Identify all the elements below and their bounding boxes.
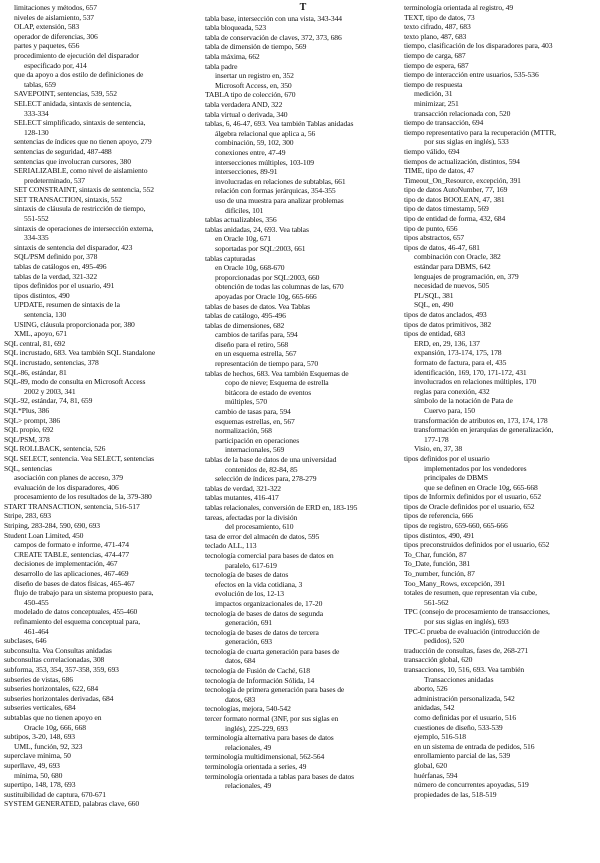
index-entry: subtipos, 3-20, 148, 693 xyxy=(4,732,76,742)
index-entry: aborto, 526 xyxy=(414,684,448,694)
index-entry: especificado por, 414 xyxy=(24,60,87,70)
index-entry: superclave mínima, 50 xyxy=(4,751,71,761)
index-entry: obtención de todas las columnas de las, 670 xyxy=(215,282,344,292)
index-entry: internacionales, 569 xyxy=(225,445,285,455)
index-entry: tiempo válido, 694 xyxy=(404,146,460,156)
index-entry: SQL-86, estándar, 81 xyxy=(4,367,67,377)
index-entry: SQL-89, modo de consulta en Microsoft Access xyxy=(4,377,146,387)
index-entry: Microsoft Access, en, 350 xyxy=(215,80,292,90)
index-entry: tablas de la base de datos de una universidad xyxy=(205,455,337,464)
index-entry: tipos de registro, 659-660, 665-666 xyxy=(404,521,508,531)
index-entry: intersecciones, 89-91 xyxy=(215,167,278,177)
index-entry: álgebra relacional que aplica a, 56 xyxy=(215,128,316,138)
index-entry: combinación, 59, 102, 300 xyxy=(215,138,294,148)
index-entry: en un esquema estrella, 567 xyxy=(215,349,297,359)
index-entry: administración personalizada, 542 xyxy=(414,693,515,703)
index-entry: SERIALIZABLE, como nivel de aislamiento xyxy=(14,166,148,176)
index-entry: tipos de datos primitivos, 382 xyxy=(404,319,492,329)
index-entry: tareas, afectadas por la división xyxy=(205,512,298,522)
index-entry: UPDATE, resumen de sintaxis de la xyxy=(14,300,120,310)
index-entry: traducción de consultas, fases de, 268-271 xyxy=(404,645,529,655)
index-entry: medición, 31 xyxy=(414,89,453,99)
index-entry: tiempo de respuesta xyxy=(404,79,463,89)
index-entry: tablas, 659 xyxy=(24,79,56,89)
index-entry: tiempo representativo para la recuperación (MTTR, xyxy=(404,127,556,137)
index-entry: tabla de conservación de claves, 372, 373, 686 xyxy=(205,32,342,42)
index-entry: texto plano, 487, 683 xyxy=(404,31,467,41)
index-entry: To_number, función, 87 xyxy=(404,569,475,579)
index-entry: sentencias de seguridad, 487-488 xyxy=(14,146,112,156)
index-entry: propiedades de las, 518-519 xyxy=(414,789,497,799)
index-entry: tecnología de bases de datos de tercera xyxy=(205,627,319,637)
index-entry: del procesamiento, 610 xyxy=(225,522,294,532)
index-entry: efectos en la vida cotidiana, 3 xyxy=(215,579,303,589)
index-entry: relacionales, 49 xyxy=(225,742,272,752)
index-entry: huérfanas, 594 xyxy=(414,770,458,780)
index-entry: flujo de trabajo para un sistema propuesto para, xyxy=(14,588,154,598)
index-entry: Cuervo para, 150 xyxy=(424,405,475,415)
index-entry: necesidad de nuevos, 505 xyxy=(414,281,490,291)
index-entry: anidadas, 542 xyxy=(414,703,455,713)
index-entry: USING, cláusula proporcionada por, 380 xyxy=(14,319,135,329)
index-entry: subforma, 353, 354, 357-358, 359, 693 xyxy=(4,664,119,674)
index-entry: contenidos de, 82-84, 85 xyxy=(225,464,298,474)
letter-heading: T xyxy=(299,2,307,13)
index-entry: tipo de punto, 656 xyxy=(404,223,458,233)
index-entry: tabla máxima, 662 xyxy=(205,52,260,62)
index-entry: tablas de catálogo, 495-496 xyxy=(205,311,286,321)
index-entry: 2002 y 2003, 341 xyxy=(24,386,76,396)
index-entry: procedimiento de ejecución del disparador xyxy=(14,50,139,60)
index-entry: sentencias que involucran cursores, 380 xyxy=(14,156,131,166)
index-entry: tipo de datos AutoNumber, 77, 169 xyxy=(404,185,508,195)
index-entry: tabla bloqueada, 523 xyxy=(205,23,267,33)
index-entry: mínima, 50, 680 xyxy=(14,770,63,780)
index-entry: 450-455 xyxy=(24,597,49,607)
index-entry: sentencias de índices que no tienen apoyo, 279 xyxy=(14,137,152,147)
index-entry: apoyadas por Oracle 10g, 665-666 xyxy=(215,291,317,301)
index-entry: SYSTEM GENERATED, palabras clave, 660 xyxy=(4,799,140,809)
index-entry: subseries verticales, 684 xyxy=(4,703,76,713)
index-entry: tiempo, clasificación de los disparadores para, 403 xyxy=(404,41,553,51)
index-entry: ejemplo, 516-518 xyxy=(414,732,466,742)
index-entry: supertipo, 148, 178, 693 xyxy=(4,780,76,790)
index-entry: transacción global, 620 xyxy=(404,655,473,665)
index-entry: involucrados en relaciones múltiples, 170 xyxy=(414,377,537,387)
index-entry: tablas de verdad, 321-322 xyxy=(205,483,281,493)
index-entry: 461-464 xyxy=(24,626,49,636)
index-entry: relacionales, 49 xyxy=(225,781,272,791)
index-entry: decisiones de implementación, 467 xyxy=(14,559,118,569)
index-entry: involucradas en relaciones de subtablas, 661 xyxy=(215,176,346,186)
index-entry: transacciones, 10, 516, 693. Vea también xyxy=(404,664,525,674)
index-entry: SET TRANSACTION, sintaxis, 552 xyxy=(14,194,122,204)
index-column-middle xyxy=(205,3,401,791)
index-entry: sintaxis de operaciones de intersección externa, xyxy=(14,223,154,233)
index-entry: desarrollo de las aplicaciones, 467-469 xyxy=(14,569,129,579)
index-entry: transformación en jerarquías de generalización, xyxy=(414,425,554,435)
index-entry: terminología alternativa para bases de datos xyxy=(205,733,334,743)
index-entry: inglés), 225-229, 693 xyxy=(225,723,288,733)
index-entry: TEXT, tipo de datos, 73 xyxy=(404,12,475,22)
index-entry: refinamiento del esquema conceptual para, xyxy=(14,617,140,626)
index-entry: terminología multidimensional, 562-564 xyxy=(205,752,325,762)
index-entry: reglas para conexión, 432 xyxy=(414,386,490,396)
index-entry: pedidos), 520 xyxy=(424,636,465,646)
index-entry: tablas de dimensiones, 682 xyxy=(205,320,285,330)
index-entry: tipos distintos, 490 xyxy=(14,290,70,300)
index-entry: Timeout_On_Resource, excepción, 391 xyxy=(404,175,521,185)
index-entry: SQL*Plus, 386 xyxy=(4,405,50,415)
index-entry: CREATE TABLE, sentencias, 474-477 xyxy=(14,549,130,559)
index-entry: sustituibilidad de captura, 670-671 xyxy=(4,789,106,799)
index-entry: tabla virtual o derivada, 340 xyxy=(205,109,288,119)
index-entry: enrollamiento parcial de las, 539 xyxy=(414,751,511,761)
index-entry: tipos de referencia, 666 xyxy=(404,511,473,521)
index-entry: tablas de la verdad, 321-322 xyxy=(14,271,98,281)
index-entry: tecnología de Información Sólida, 14 xyxy=(205,675,315,685)
index-entry: tiempo de interacción entre usuarios, 535-536 xyxy=(404,70,539,80)
index-entry: tablas de bases de datos. Vea Tablas xyxy=(205,301,311,311)
index-entry: subclases, 646 xyxy=(4,636,47,646)
index-entry: por sus siglas en inglés), 693 xyxy=(424,617,509,626)
index-entry: tipos preconstruidos definidos por el usuario, 652 xyxy=(404,540,550,550)
index-entry: tecnología comercial para bases de datos en xyxy=(205,550,334,560)
index-entry: sintaxis de cláusula de restricción de tiempo, xyxy=(14,204,146,214)
index-entry: tercer formato normal (3NF, por sus siglas en xyxy=(205,714,339,724)
index-entry: Student Loan Limited, 450 xyxy=(4,530,84,540)
index-entry: normalización, 568 xyxy=(215,426,272,436)
index-entry: combinación con Oracle, 382 xyxy=(414,252,501,262)
index-entry: cuestiones de diseño, 533-539 xyxy=(414,722,503,732)
index-entry: en Oracle 10g, 668-670 xyxy=(215,263,285,273)
index-entry: To_Date, función, 381 xyxy=(404,559,471,569)
index-entry: generación, 691 xyxy=(225,618,272,628)
index-entry: proporcionadas por SQL:2003, 660 xyxy=(215,272,320,282)
index-entry: subtablas que no tienen apoyo en xyxy=(4,712,102,722)
index-entry: 128-130 xyxy=(24,127,49,137)
index-entry: texto cifrado, 487, 683 xyxy=(404,22,471,32)
index-entry: TABLA tipo de colección, 670 xyxy=(205,90,296,100)
index-entry: tipos definidos por el usuario, 491 xyxy=(14,281,115,291)
index-entry: tecnologías, mejora, 540-542 xyxy=(205,704,291,714)
index-entry: Striping, 283-284, 590, 690, 693 xyxy=(4,521,100,531)
index-entry: SQL/PSM, 378 xyxy=(4,434,50,444)
index-entry: tecnología de Fusión de Caché, 618 xyxy=(205,666,310,676)
index-entry: OLAP, extensión, 583 xyxy=(14,22,80,32)
index-entry: terminología orientada al registro, 49 xyxy=(404,3,514,12)
index-entry: tabla verdadera AND, 322 xyxy=(205,100,283,110)
index-entry: en Oracle 10g, 671 xyxy=(215,234,271,244)
index-entry: tablas de catálogos en, 495-496 xyxy=(14,262,107,272)
index-entry: implementados por los vendedores xyxy=(424,463,527,473)
index-entry: transacción relacionada con, 520 xyxy=(414,108,511,118)
index-entry: TPC-C prueba de evaluación (introducción de xyxy=(404,626,540,636)
index-entry: niveles de aislamiento, 537 xyxy=(14,12,94,22)
index-entry: predeterminado, 537 xyxy=(24,175,85,185)
index-entry: SQL> prompt, 386 xyxy=(4,415,61,425)
index-entry: SQL propio, 692 xyxy=(4,425,54,435)
index-entry: diseño de bases de datos físicas, 465-467 xyxy=(14,578,135,588)
index-entry: representación de tiempo para, 570 xyxy=(215,359,319,369)
index-entry: TPC (consejo de procesamiento de transacciones, xyxy=(404,607,550,617)
index-entry: conexiones entre, 47-49 xyxy=(215,148,286,157)
index-entry: principales de DBMS xyxy=(424,473,488,483)
index-entry: como definidas por el usuario, 516 xyxy=(414,712,517,722)
index-entry: Visio, en, 37, 38 xyxy=(414,444,463,454)
index-entry: tabla padre xyxy=(205,61,238,71)
index-entry: expansión, 173-174, 175, 178 xyxy=(414,348,502,358)
index-entry: global, 620 xyxy=(414,760,448,770)
index-entry: evaluación de los disparadores, 406 xyxy=(14,482,119,492)
index-entry: 561-562 xyxy=(424,597,449,607)
index-entry: SQL SELECT, sentencia. Vea SELECT, sentencias xyxy=(4,453,155,463)
index-entry: Too_Many_Rows, excepción, 391 xyxy=(404,578,506,588)
index-entry: tablas anidadas, 24, 693. Vea tablas xyxy=(205,224,309,234)
index-entry: tablas capturadas xyxy=(205,253,256,263)
index-entry: subseries horizontales, 622, 684 xyxy=(4,684,99,694)
index-entry: tipos de entidad, 683 xyxy=(404,329,466,339)
index-entry: tablas relacionales, conversión de ERD en, 183-195 xyxy=(205,502,358,512)
index-entry: subconsultas correlacionadas, 308 xyxy=(4,655,105,665)
index-entry: Stripe, 283, 693 xyxy=(4,511,51,521)
index-column-right xyxy=(404,3,600,799)
index-entry: intersecciones múltiples, 103-109 xyxy=(215,157,314,167)
index-entry: en un sistema de entrada de pedidos, 516 xyxy=(414,741,535,751)
index-entry: asociación con planes de acceso, 379 xyxy=(14,473,123,483)
index-entry: SQL ROLLBACK, sentencia, 526 xyxy=(4,444,106,454)
index-entry: SQL-92, estándar, 74, 81, 659 xyxy=(4,396,93,406)
index-entry: soportadas por SQL:2003, 661 xyxy=(215,243,306,253)
index-entry: UML, función, 92, 323 xyxy=(14,741,83,751)
index-entry: lenguajes de programación, en, 379 xyxy=(414,271,519,281)
index-entry: paralelo, 617-619 xyxy=(225,560,277,570)
index-entry: evolución de los, 12-13 xyxy=(215,589,284,599)
index-entry: sentencia, 130 xyxy=(24,310,67,319)
index-entry: cambio de tasas para, 594 xyxy=(215,407,291,417)
index-entry: 551-552 xyxy=(24,214,49,224)
index-entry: tipos definidos por el usuario xyxy=(404,453,490,463)
index-entry: diseño para el retiro, 568 xyxy=(215,339,289,349)
index-entry: tecnología de primera generación para bases de xyxy=(205,685,345,695)
index-entry: To_Char, función, 87 xyxy=(404,549,467,559)
index-entry: tiempos de actualización, distintos, 594 xyxy=(404,156,520,166)
index-entry: bitácora de estado de eventos xyxy=(225,387,312,397)
index-entry: participación en operaciones xyxy=(215,435,300,445)
index-entry: símbolo de la notación de Pata de xyxy=(414,396,513,406)
index-entry: selección de índices para, 278-279 xyxy=(215,474,317,484)
index-entry: cambios de tarifas para, 594 xyxy=(215,330,298,340)
index-entry: SQL incrustado, 683. Vea también SQL Standalone xyxy=(4,348,156,358)
index-entry: tablas, 6, 46-47, 693. Vea también Tablas anidadas xyxy=(205,119,354,129)
index-entry: datos, 684 xyxy=(225,656,256,666)
index-entry: campos de formato e informe, 471-474 xyxy=(14,540,129,550)
index-entry: tipo de entidad de forma, 432, 684 xyxy=(404,214,506,224)
index-entry: formato de factura, para el, 435 xyxy=(414,357,507,367)
index-entry: tabla de dimensión de tiempo, 569 xyxy=(205,42,307,52)
index-entry: TIME, tipo de datos, 47 xyxy=(404,166,475,176)
index-entry: que se definen en Oracle 10g, 665-668 xyxy=(424,482,538,492)
index-entry: SQL incrustado, sentencias, 378 xyxy=(4,357,99,367)
index-entry: terminología orientada a series, 49 xyxy=(205,762,307,771)
index-entry: tiempo de espera, 687 xyxy=(404,60,469,70)
index-entry: SELECT anidada, sintaxis de sentencia, xyxy=(14,98,132,108)
index-entry: impactos organizacionales de, 17-20 xyxy=(215,598,323,608)
index-entry: insertar un registro en, 352 xyxy=(215,71,294,81)
index-entry: subseries horizontales derivadas, 684 xyxy=(4,693,114,703)
index-entry: totales de resumen, que representan vía cube, xyxy=(404,588,537,598)
index-entry: SQL, en, 490 xyxy=(414,300,454,310)
index-entry: partes y paquetes, 656 xyxy=(14,41,80,51)
index-entry: uso de una muestra para analizar problemas xyxy=(215,195,344,205)
index-entry: tipo de datos BOOLEAN, 47, 381 xyxy=(404,194,505,204)
index-entry: teclado ALL, 113 xyxy=(205,541,257,551)
index-entry: terminología orientada a tablas para bases de datos xyxy=(205,771,355,781)
index-entry: SELECT simplificado, sintaxis de sentencia, xyxy=(14,118,146,128)
index-entry: tecnología de cuarta generación para bases de xyxy=(205,646,340,656)
index-entry: tablas mutantes, 416-417 xyxy=(205,493,279,503)
index-entry: limitaciones y métodos, 657 xyxy=(14,3,97,12)
index-entry: Oracle 10g, 666, 668 xyxy=(24,722,86,732)
index-entry: copo de nieve; Esquema de estrella xyxy=(225,378,329,388)
index-entry: sintaxis de sentencia del disparador, 423 xyxy=(14,242,133,252)
index-entry: tecnología de bases de datos xyxy=(205,570,289,580)
index-entry: tablas de hechos, 683. Vea también Esquemas de xyxy=(205,368,349,378)
index-entry: Transacciones anidadas xyxy=(424,674,494,684)
index-entry: subconsulta. Vea Consultas anidadas xyxy=(4,645,112,655)
index-entry: tipos distintos, 490, 491 xyxy=(404,530,475,540)
index-entry: 334-335 xyxy=(24,233,49,243)
index-entry: PL/SQL, 381 xyxy=(414,290,454,300)
index-entry: tecnología de bases de datos de segunda xyxy=(205,608,323,618)
index-entry: modelado de datos conceptuales, 455-460 xyxy=(14,607,138,617)
index-entry: SQL central, 81, 692 xyxy=(4,338,66,348)
index-entry: SQL/PSM definido por, 378 xyxy=(14,252,98,262)
index-entry: superllave, 49, 693 xyxy=(4,760,60,770)
index-entry: tipos de Informix definidos por el usuario, 652 xyxy=(404,492,542,502)
index-entry: SET CONSTRAINT, sintaxis de sentencia, 552 xyxy=(14,185,154,195)
index-entry: tipo de datos timestamp, 569 xyxy=(404,204,489,214)
index-entry: SQL, sentencias xyxy=(4,463,52,473)
index-entry: difíciles, 101 xyxy=(225,205,264,215)
index-entry: ERD, en, 29, 136, 137 xyxy=(414,338,480,348)
index-entry: XML, apoyo, 671 xyxy=(14,329,67,339)
index-entry: generación, 693 xyxy=(225,637,272,647)
index-entry: SAVEPOINT, sentencias, 539, 552 xyxy=(14,89,117,99)
index-entry: datos, 683 xyxy=(225,694,256,704)
index-entry: tipos de datos anclados, 493 xyxy=(404,310,487,319)
index-column-left xyxy=(4,3,200,809)
index-entry: múltiples, 570 xyxy=(225,397,268,407)
index-entry: tiempo de transacción, 694 xyxy=(404,118,484,128)
index-entry: tablas actualizables, 356 xyxy=(205,215,277,225)
index-entry: número de concurrentes apoyadas, 519 xyxy=(414,780,529,790)
index-entry: tiempo de carga, 687 xyxy=(404,50,466,60)
index-entry: 177-178 xyxy=(424,434,449,444)
index-entry: relación con formas jerárquicas, 354-355 xyxy=(215,186,336,196)
index-entry: estándar para DBMS, 642 xyxy=(414,262,491,272)
index-entry: operador de diferencias, 306 xyxy=(14,31,98,41)
index-entry: subseries de vistas, 686 xyxy=(4,674,73,684)
index-entry: esquemas estrellas, en, 567 xyxy=(215,416,295,426)
index-entry: procesamiento de los resultados de la, 379-380 xyxy=(14,492,152,502)
index-entry: tipos de Oracle definidos por el usuario, 652 xyxy=(404,501,535,511)
index-entry: identificación, 169, 170, 171-172, 431 xyxy=(414,367,527,377)
index-entry: START TRANSACTION, sentencia, 516-517 xyxy=(4,501,140,511)
index-entry: tabla base, intersección con una vista, 343-344 xyxy=(205,13,343,23)
index-entry: que da apoyo a dos estilo de definiciones de xyxy=(14,70,144,80)
index-entry: por sus siglas en inglés), 533 xyxy=(424,137,509,147)
index-entry: tasa de error del almacén de datos, 595 xyxy=(205,531,320,541)
index-entry: transformación de atributos en, 173, 174, 178 xyxy=(414,415,548,425)
index-entry: 333-334 xyxy=(24,108,49,118)
index-entry: minimizar, 251 xyxy=(414,98,459,108)
index-entry: tipos abstractos, 657 xyxy=(404,233,465,243)
index-entry: tipos de datos, 46-47, 681 xyxy=(404,242,480,252)
